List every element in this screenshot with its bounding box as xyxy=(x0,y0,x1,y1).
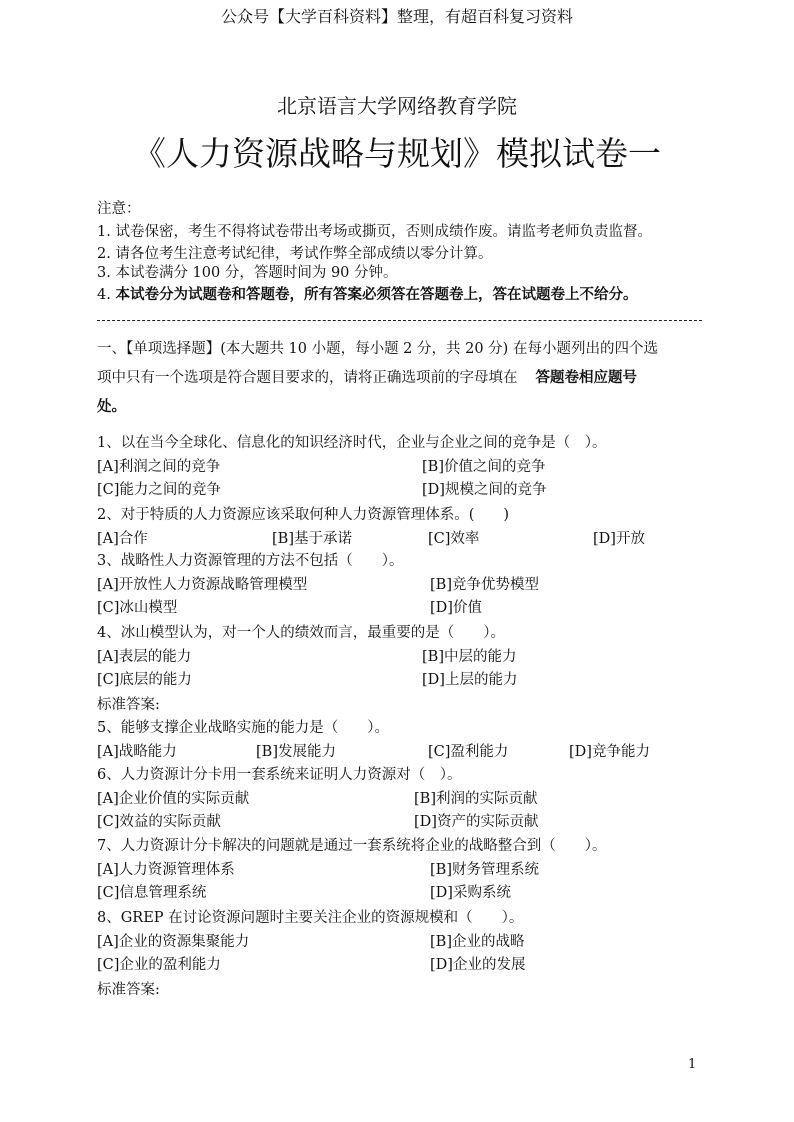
institution-name: 北京语言大学网络教育学院 xyxy=(277,94,517,118)
question-stem: 4、冰山模型认为，对一个人的绩效而言，最重要的是（ ）。 xyxy=(97,625,505,641)
option-b: [B]发展能力 xyxy=(256,743,336,760)
question-stem: 7、人力资源计分卡解决的问题就是通过一套系统将企业的战略整合到（ ）。 xyxy=(97,838,607,854)
section-intro-line3: 处。 xyxy=(97,398,126,415)
option-c: [C]盈利能力 xyxy=(428,743,509,760)
question-stem: 3、战略性人力资源管理的方法不包括（ ）。 xyxy=(97,553,404,569)
question-stem: 8、GREP 在讨论资源问题时主要关注企业的资源规模和（ ）。 xyxy=(97,910,524,926)
section-intro-line1: 一、【单项选择题】(本大题共 10 小题，每小题 2 分，共 20 分) 在每小题列出的四个选 xyxy=(97,341,658,357)
question-stem: 2、对于特质的人力资源应该采取何种人力资源管理体系。( ) xyxy=(97,507,510,523)
notice-label: 注意： xyxy=(97,201,141,217)
option-c: [C]企业的盈利能力 xyxy=(97,957,221,974)
option-b: [B]基于承诺 xyxy=(272,530,352,547)
option-d: [D]开放 xyxy=(593,530,645,547)
question-stem: 6、人力资源计分卡用一套系统来证明人力资源对（ ）。 xyxy=(97,767,462,783)
notice-item: 1. 试卷保密，考生不得将试卷带出考场或撕页，否则成绩作废。请监考老师负责监督。 xyxy=(97,224,652,240)
option-a: [A]开放性人力资源战略管理模型 xyxy=(97,576,308,593)
divider xyxy=(97,320,702,321)
option-a: [A]合作 xyxy=(97,530,148,547)
page-header: 公众号【大学百科资料】整理，有超百科复习资料 xyxy=(220,7,573,26)
option-d: [D]采购系统 xyxy=(430,885,511,902)
option-b: [B]价值之间的竞争 xyxy=(422,458,546,475)
notice-item: 2. 请各位考生注意考试纪律，考试作弊全部成绩以零分计算。 xyxy=(97,246,493,262)
section-intro-line2 xyxy=(97,368,637,388)
notice-item-4-text: 本试卷分为试题卷和答题卷，所有答案必须答在答题卷上，答在试题卷上不给分。 xyxy=(115,286,638,303)
option-c: [C]冰山模型 xyxy=(97,600,178,617)
option-a: [A]企业的资源集聚能力 xyxy=(97,933,250,950)
option-a: [A]利润之间的竞争 xyxy=(97,458,221,475)
page-number: 1 xyxy=(688,1057,697,1072)
question-stem: 1、以在当今全球化、信息化的知识经济时代，企业与企业之间的竞争是（ ）。 xyxy=(97,435,607,451)
question-stem: 5、能够支撑企业战略实施的能力是（ ）。 xyxy=(97,720,389,736)
exam-title: 《人力资源战略与规划》模拟试卷一 xyxy=(133,134,661,173)
option-d: [D]上层的能力 xyxy=(422,672,518,689)
option-c: [C]底层的能力 xyxy=(97,672,192,689)
section-intro-text: 项中只有一个选项是符合题目要求的，请将正确选项前的字母填在 xyxy=(97,370,518,386)
option-b: [B]财务管理系统 xyxy=(430,861,539,878)
option-b: [B]利润的实际贡献 xyxy=(414,790,538,807)
option-d: [D]规模之间的竞争 xyxy=(422,482,547,499)
option-c: [C]效率 xyxy=(428,530,480,547)
section-intro-bold: 答题卷相应题号 xyxy=(535,369,637,386)
option-d: [D]竞争能力 xyxy=(569,743,650,760)
notice-item-4 xyxy=(97,285,637,305)
notice-item: 3. 本试卷满分 100 分，答题时间为 90 分钟。 xyxy=(97,265,398,281)
option-d: [D]资产的实际贡献 xyxy=(414,814,539,831)
answer-label: 标准答案: xyxy=(97,981,160,998)
option-c: [C]能力之间的竞争 xyxy=(97,482,221,499)
answer-label: 标准答案: xyxy=(97,696,160,713)
option-c: [C]信息管理系统 xyxy=(97,885,207,902)
option-a: [A]表层的能力 xyxy=(97,648,192,665)
option-b: [B]中层的能力 xyxy=(422,648,517,665)
option-b: [B]企业的战略 xyxy=(430,933,525,950)
notice-item-4-prefix: 4. xyxy=(97,287,116,303)
option-a: [A]战略能力 xyxy=(97,743,177,760)
option-d: [D]企业的发展 xyxy=(430,957,526,974)
option-a: [A]企业价值的实际贡献 xyxy=(97,790,250,807)
option-b: [B]竞争优势模型 xyxy=(430,576,539,593)
option-a: [A]人力资源管理体系 xyxy=(97,861,235,878)
option-d: [D]价值 xyxy=(430,600,482,617)
option-c: [C]效益的实际贡献 xyxy=(97,814,221,831)
